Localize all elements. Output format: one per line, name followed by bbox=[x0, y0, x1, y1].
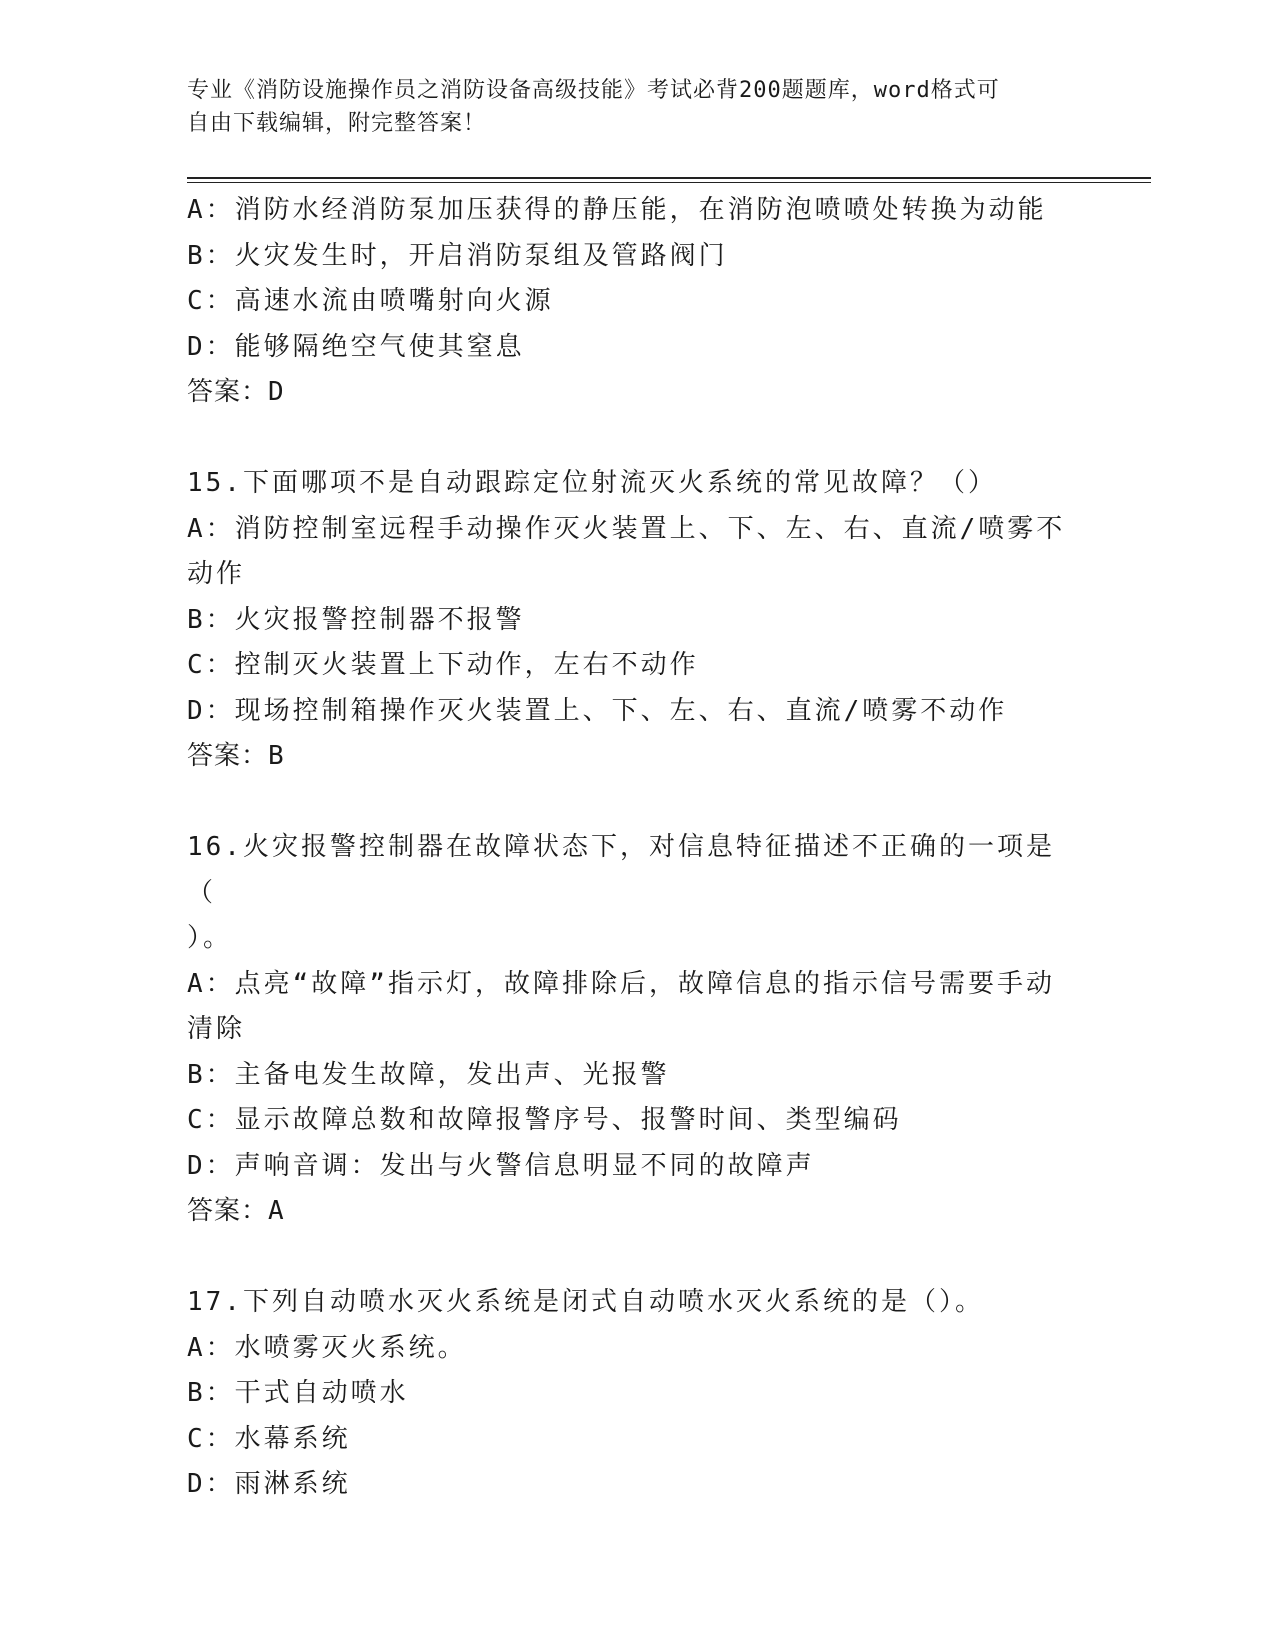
question-stem: 16.火灾报警控制器在故障状态下，对信息特征描述不正确的一项是（ bbox=[187, 832, 1055, 908]
question-stem: 15.下面哪项不是自动跟踪定位射流灭火系统的常见故障？（） bbox=[187, 468, 997, 498]
option-a-continued: 动作 bbox=[187, 559, 246, 589]
option-a: A：点亮“故障”指示灯，故障排除后，故障信息的指示信号需要手动 bbox=[187, 968, 1055, 999]
question-16 bbox=[187, 825, 1067, 1235]
answer: 答案：B bbox=[187, 741, 285, 771]
answer: 答案：D bbox=[187, 377, 285, 407]
option-b: B：火灾发生时，开启消防泵组及管路阀门 bbox=[187, 240, 728, 271]
option-c: C：显示故障总数和故障报警序号、报警时间、类型编码 bbox=[187, 1105, 902, 1135]
option-d: D：声响音调：发出与火警信息明显不同的故障声 bbox=[187, 1150, 815, 1181]
option-b: B：干式自动喷水 bbox=[187, 1378, 409, 1408]
header-rule-thick bbox=[187, 177, 1151, 179]
page-header bbox=[187, 74, 1067, 140]
option-c: C：控制灭火装置上下动作，左右不动作 bbox=[187, 650, 699, 680]
question-15 bbox=[187, 461, 1067, 780]
answer: 答案：A bbox=[187, 1196, 285, 1226]
option-c: C：水幕系统 bbox=[187, 1423, 351, 1454]
option-a: A：水喷雾灭火系统。 bbox=[187, 1332, 467, 1363]
option-d: D：雨淋系统 bbox=[187, 1469, 351, 1499]
question-stem: 17.下列自动喷水灭火系统是闭式自动喷水灭火系统的是（）。 bbox=[187, 1287, 984, 1317]
header-line-1: 专业《消防设施操作员之消防设备高级技能》考试必背200题题库，word格式可 bbox=[187, 78, 1000, 103]
option-d: D：现场控制箱操作灭火装置上、下、左、右、直流/喷雾不动作 bbox=[187, 695, 1008, 726]
option-b: B：火灾报警控制器不报警 bbox=[187, 604, 525, 635]
question-17 bbox=[187, 1280, 1067, 1508]
option-a: A：消防控制室远程手动操作灭火装置上、下、左、右、直流/喷雾不 bbox=[187, 513, 1066, 544]
question-stem-continued: ）。 bbox=[187, 923, 233, 953]
question-content bbox=[187, 188, 1067, 1508]
spacer bbox=[187, 416, 1067, 462]
header-rule-thin bbox=[187, 182, 1151, 183]
spacer bbox=[187, 780, 1067, 826]
option-d: D：能够隔绝空气使其窒息 bbox=[187, 331, 525, 362]
option-a-continued: 清除 bbox=[187, 1014, 246, 1044]
header-line-2: 自由下载编辑，附完整答案！ bbox=[187, 111, 487, 136]
question-14 bbox=[187, 188, 1067, 416]
option-c: C：高速水流由喷嘴射向火源 bbox=[187, 286, 554, 316]
spacer bbox=[187, 1235, 1067, 1281]
option-b: B：主备电发生故障，发出声、光报警 bbox=[187, 1059, 670, 1090]
option-a: A：消防水经消防泵加压获得的静压能，在消防泡喷喷处转换为动能 bbox=[187, 195, 1047, 225]
